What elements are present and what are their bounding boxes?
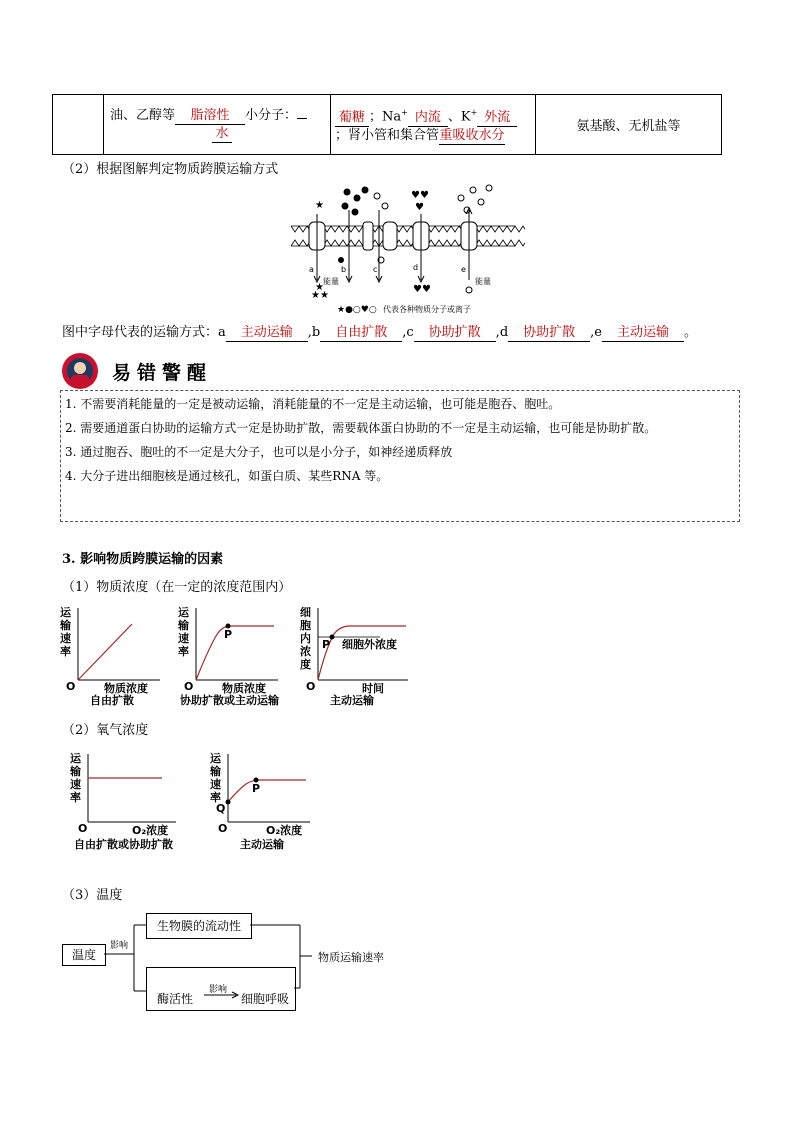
answer-blank-e: 主动运输	[602, 325, 684, 342]
y-axis-label: 细胞内浓度	[300, 606, 311, 671]
transport-rate-label: 物质运输速率	[318, 951, 384, 964]
question-prefix: 图中字母代表的运输方式：	[62, 325, 219, 340]
letter-d: d	[413, 263, 419, 272]
y-axis-label: 运输速率	[210, 752, 221, 804]
x-axis-label: 物质浓度	[222, 682, 266, 695]
origin-label: O	[218, 822, 228, 835]
cell-text: Na	[382, 109, 402, 125]
answer-blank-c: 协助扩散	[414, 325, 496, 342]
respiration-label: 细胞呼吸	[241, 992, 290, 1006]
origin-label: O	[66, 680, 76, 693]
enzyme-label: 酶活性	[157, 992, 194, 1006]
table-cell-example: 氨基酸、无机盐等	[536, 95, 722, 155]
subsection-heading: （3）温度	[62, 888, 123, 903]
energy-label-a: 能量	[323, 277, 339, 286]
line-label: 细胞外浓度	[342, 638, 397, 651]
subsection-heading: （2）氧气浓度	[62, 723, 149, 738]
answer-blank-a: 主动运输	[226, 325, 308, 342]
membrane-bilayer	[291, 226, 525, 246]
heart-molecule: ♥	[415, 202, 424, 213]
answer-letter: e	[594, 325, 602, 340]
answer-blank-b: 自由扩散	[320, 325, 402, 342]
point-label: Q	[216, 802, 226, 815]
channel-protein-b	[363, 222, 373, 250]
star-molecule: ★	[315, 200, 324, 211]
heart-molecule: ♥♥	[413, 284, 431, 295]
section-heading: （2）根据图解判定物质跨膜运输方式	[62, 162, 279, 177]
answer-blank	[297, 118, 307, 119]
graph-caption: 自由扩散	[90, 694, 134, 706]
answer-blank: 重吸收水分	[439, 127, 505, 143]
warning-item: 1. 不需要消耗能量的一定是被动运输，消耗能量的不一定是主动运输，也可能是胞吞、胞吐。	[65, 397, 561, 411]
answer-blank: 脂溶性	[175, 108, 245, 125]
letter-b: b	[341, 265, 347, 274]
rate-curve	[196, 626, 274, 680]
legend-caption: 代表各种物质分子或离子	[383, 305, 471, 314]
point-label: P	[322, 638, 331, 651]
warning-avatar-icon	[60, 351, 100, 391]
answer-blank: 葡糖	[335, 110, 369, 127]
warning-item: 4. 大分子进出细胞核是通过核孔，如蛋白质、某些RNA 等。	[65, 469, 389, 483]
x-axis-label: O₂浓度	[132, 824, 169, 837]
superscript: +	[470, 108, 478, 118]
answer-letter: a	[218, 325, 226, 340]
answer-blank: 内流	[408, 110, 448, 127]
cell-text: 油、乙醇等	[110, 107, 176, 123]
x-axis-label: O₂浓度	[266, 824, 303, 837]
x-axis-label: 时间	[362, 682, 384, 695]
warning-title: 易错警醒	[112, 362, 213, 384]
affect-label: 影响	[209, 985, 228, 995]
section-title: 3. 影响物质跨膜运输的因素	[62, 552, 224, 567]
energy-label-e: 能量	[475, 277, 491, 286]
graph-caption: 协助扩散或主动运输	[180, 694, 279, 706]
y-axis-label: 运输速率	[70, 752, 81, 804]
x-axis-label: 物质浓度	[104, 682, 148, 695]
origin-label: O	[306, 680, 316, 693]
point-q	[226, 800, 231, 805]
membrane-transport-diagram	[285, 180, 525, 318]
letter-e: e	[461, 265, 466, 274]
answer-blank: 水	[212, 126, 232, 143]
flow-connectors	[100, 900, 340, 1020]
heart-molecule: ♥♥	[411, 190, 429, 201]
y-axis-label: 运输速率	[60, 606, 71, 658]
table-cell-channel: 葡糖 ；Na+ 内流 、K+ 外流 ；肾小管和集合管重吸收水分	[331, 95, 536, 155]
cell-text: K	[460, 109, 471, 125]
answer-letter: d	[499, 325, 509, 340]
diagram-legend	[337, 304, 471, 315]
graph-caption: 主动运输	[240, 838, 284, 851]
table-cell-lipid	[104, 95, 331, 155]
temperature-box: 温度	[62, 944, 106, 966]
graph-caption: 主动运输	[330, 694, 374, 706]
answer-blank-d: 协助扩散	[508, 325, 590, 342]
cell-text: 小分子：	[245, 107, 298, 123]
table-cell-empty	[53, 95, 104, 155]
graph-oxygen-passive	[66, 750, 186, 852]
point-label: P	[252, 782, 261, 795]
warning-box	[60, 390, 740, 522]
transport-answers: 图中字母代表的运输方式：a 主动运输 ,b 自由扩散 ,c 协助扩散 ,d 协助扩散 ,e 主动运输 。	[62, 325, 697, 340]
letter-c: c	[373, 265, 378, 274]
membrane-fluidity-box: 生物膜的流动性	[146, 913, 252, 939]
point-label: P	[224, 628, 233, 641]
superscript: +	[401, 108, 408, 118]
warning-item: 2. 需要通道蛋白协助的运输方式一定是协助扩散，需要载体蛋白协助的不一定是主动运输，也可能是协助扩散。	[65, 421, 657, 435]
origin-label: O	[184, 680, 194, 693]
graph-free-diffusion	[56, 604, 166, 706]
rate-curve	[78, 624, 132, 680]
y-axis-label: 运输速率	[178, 606, 189, 658]
rate-curve	[228, 780, 306, 802]
affect-label: 影响	[110, 941, 129, 951]
warning-item: 3. 通过胞吞、胞吐的不一定是大分子，也可以是小分子，如神经递质释放	[65, 445, 453, 459]
solid-circle-molecule	[344, 189, 351, 196]
channel-protein-c	[383, 222, 397, 250]
period: 。	[683, 325, 697, 340]
graph-oxygen-active	[206, 750, 316, 852]
answer-blank: 外流	[477, 110, 517, 127]
subsection-heading: （1）物质浓度（在一定的浓度范围内）	[62, 580, 292, 595]
star-molecule: ★★	[311, 290, 329, 301]
transport-table	[52, 94, 722, 155]
answer-letter: b	[311, 325, 321, 340]
origin-label: O	[78, 822, 88, 835]
legend-symbols: ★●○♥○	[337, 305, 377, 315]
answer-letter: c	[406, 325, 414, 340]
graph-facilitated-active	[174, 604, 284, 706]
graph-caption: 自由扩散或协助扩散	[74, 838, 173, 851]
rate-curve	[318, 626, 406, 680]
point-p	[330, 635, 335, 640]
star-molecule: ★	[315, 282, 324, 293]
graph-active-transport-time	[296, 604, 416, 706]
cell-text: ；肾小管和集合管	[335, 127, 440, 143]
letter-a: a	[309, 265, 314, 274]
